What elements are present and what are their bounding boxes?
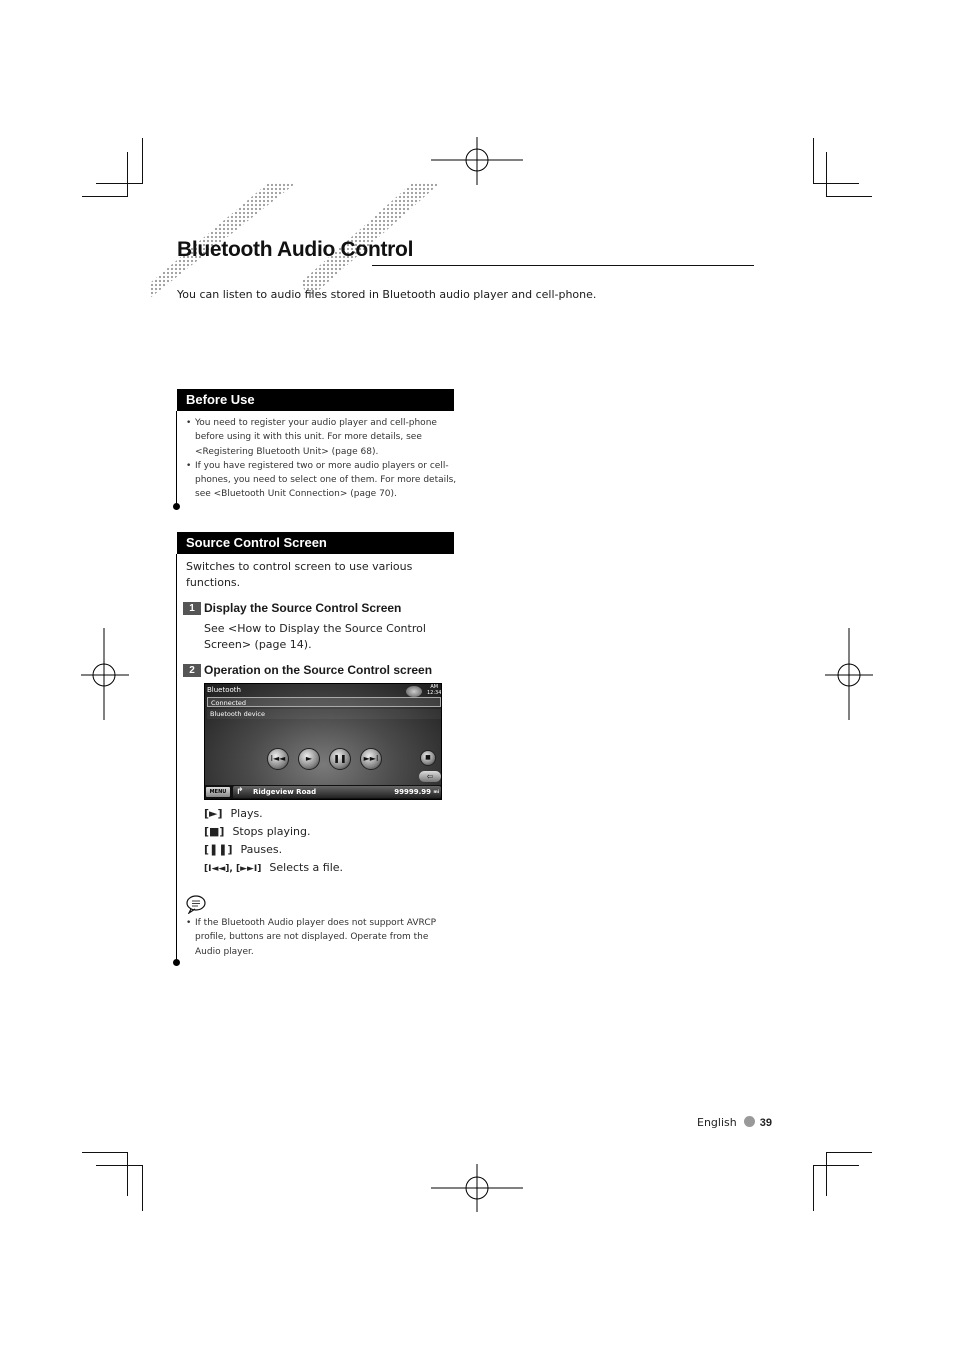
list-item: • If you have registered two or more audio players or cell- phones, you need to select one of them. For more details, see <Bluetooth Unit Connection> (page 70). (186, 459, 456, 502)
intro-text: You can listen to audio files stored in Bluetooth audio player and cell-phone. (177, 288, 597, 301)
page-footer (697, 1116, 772, 1129)
registration-mark-bottom (431, 1164, 523, 1212)
turn-arrow-icon: ↱ (236, 787, 244, 797)
step-1-text: See <How to Display the Source Control Screen> (page 14). (204, 622, 426, 651)
control-pause: [❚❚] Pauses. (204, 843, 283, 856)
title-rule (372, 265, 754, 266)
crop-mark (127, 152, 128, 197)
page-title: Bluetooth Audio Control (177, 238, 414, 261)
page-number: 39 (759, 1117, 772, 1129)
satellite-icon (406, 686, 422, 697)
registration-mark-left (81, 628, 129, 720)
next-track-button[interactable]: ►►I (360, 748, 382, 770)
note-list (186, 916, 436, 959)
crop-mark (82, 196, 128, 197)
screen-row-device: Bluetooth device (207, 709, 441, 719)
control-stop: [■] Stops playing. (204, 825, 311, 838)
menu-button[interactable]: MENU (206, 787, 230, 797)
crop-mark (813, 1165, 859, 1166)
crop-mark (96, 183, 142, 184)
step-1: 1 Display the Source Control Screen (183, 601, 401, 615)
stop-button[interactable]: ■ (420, 750, 436, 766)
crop-mark (142, 1165, 143, 1211)
section-rule (176, 411, 177, 506)
crop-mark (813, 1165, 814, 1211)
source-control-screenshot (204, 683, 442, 800)
control-play: [►] Plays. (204, 807, 263, 820)
crop-mark (826, 1152, 827, 1196)
footer-dot-icon (744, 1116, 755, 1127)
source-control-heading: Source Control Screen (177, 532, 454, 554)
registration-mark-right (825, 628, 873, 720)
play-button[interactable]: ► (298, 748, 320, 770)
crop-mark (826, 1152, 872, 1153)
screen-row-connected: Connected (207, 697, 441, 707)
crop-mark (826, 196, 872, 197)
section-end-mark (173, 503, 180, 510)
crop-mark (813, 183, 859, 184)
distance: 99999.99 (394, 788, 431, 796)
crop-mark (813, 138, 814, 184)
registration-mark-top (431, 137, 523, 185)
note-icon (185, 894, 207, 914)
crop-mark (826, 152, 827, 197)
navigation-bar[interactable] (233, 786, 441, 798)
source-control-desc: Switches to control screen to use various functions. (186, 560, 413, 589)
return-arrow-icon[interactable]: ⇦ (419, 771, 441, 782)
footer-language: English (697, 1116, 737, 1129)
list-item: • If the Bluetooth Audio player does not support AVRCP profile, buttons are not displayed. Operate from the Audio player. (186, 916, 436, 959)
crop-mark (82, 1152, 128, 1153)
crop-mark (142, 138, 143, 184)
section-end-mark (173, 959, 180, 966)
clock: AM 12:34 (427, 684, 442, 696)
control-select-file: [I◄◄], [►►I] Selects a file. (204, 861, 344, 874)
section-rule (176, 554, 177, 962)
screen-source-title: Bluetooth (207, 686, 241, 694)
previous-track-button[interactable]: I◄◄ (267, 748, 289, 770)
before-use-heading: Before Use (177, 389, 454, 411)
pause-button[interactable]: ❚❚ (329, 748, 351, 770)
road-name: Ridgeview Road (253, 788, 317, 796)
step-2: 2 Operation on the Source Control screen (183, 663, 432, 677)
crop-mark (96, 1165, 142, 1166)
before-use-list (186, 416, 456, 502)
crop-mark (127, 1152, 128, 1196)
list-item: • You need to register your audio player and cell-phone before using it with this unit. For more details, see <Registering Bluetooth Unit> (page 68). (186, 416, 456, 459)
distance-unit: mi (433, 789, 439, 794)
